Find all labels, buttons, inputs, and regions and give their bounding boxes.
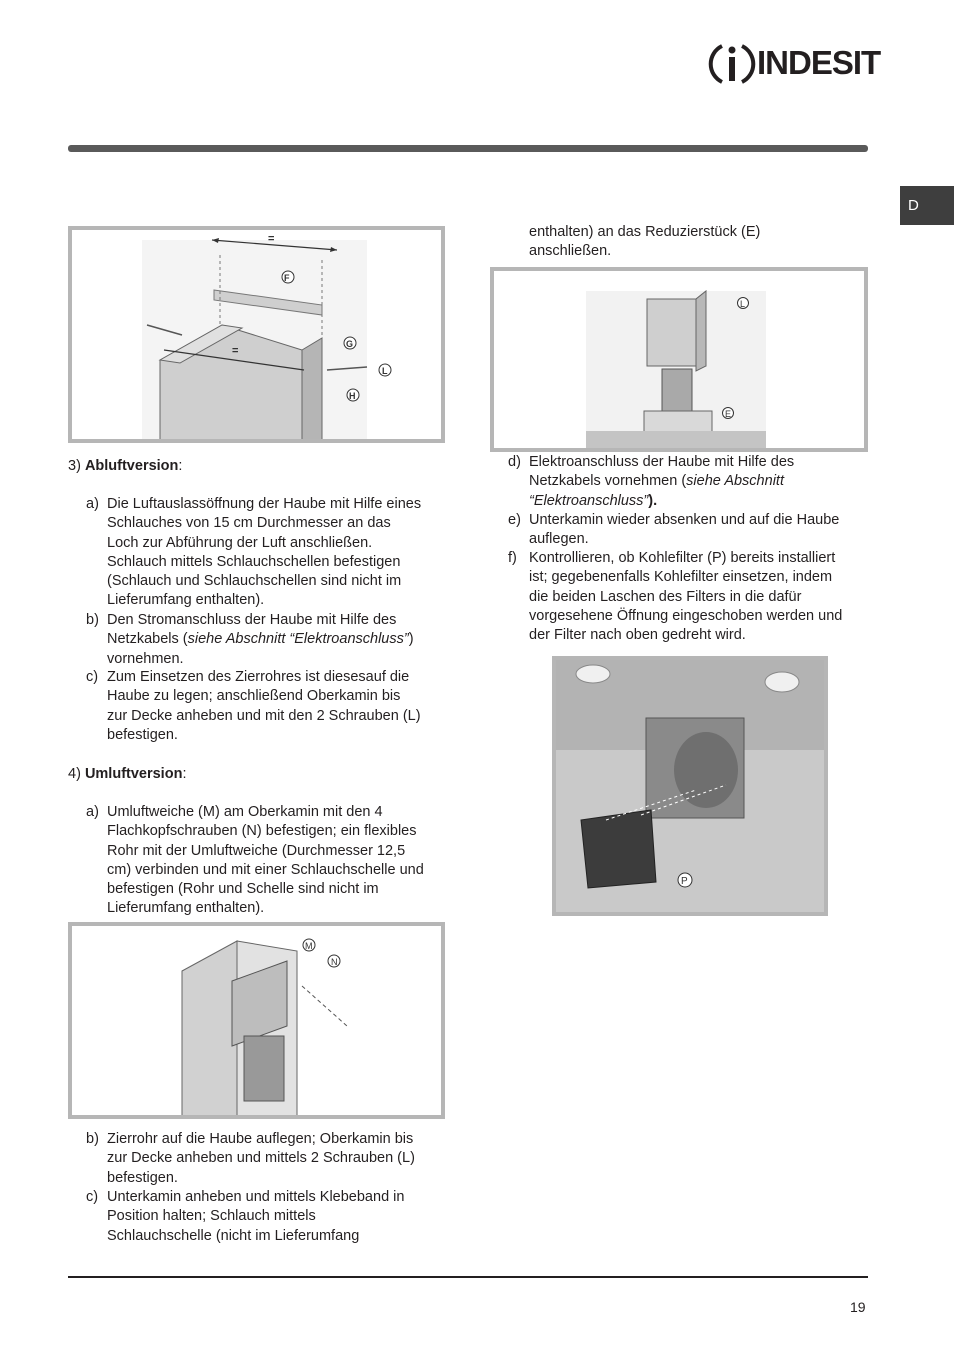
continuation-line: enthalten) an das Reduzierstück (E): [529, 224, 761, 240]
fig2-label-e: E: [725, 409, 732, 419]
continuation-line: anschließen.: [529, 243, 612, 260]
section-3-title: Abluftversion: [84, 458, 179, 474]
s3-item-b-label: b): [86, 612, 99, 628]
s4-item-b: [86, 1130, 456, 1190]
footer-rule: [68, 1276, 868, 1278]
section-4-heading: [68, 765, 186, 784]
s4-item-b-line: befestigen.: [107, 1169, 178, 1186]
fig4-label-p: P: [681, 876, 688, 887]
s4-item-a-line: Flachkopfschrauben (N) befestigen; ein flexibles: [107, 823, 417, 840]
s4-item-c-line: Position halten; Schlauch mittels: [107, 1208, 316, 1225]
item-f: [508, 549, 878, 649]
fig3-label-m: M: [305, 941, 313, 951]
brand-wordmark: INDESIT: [757, 44, 881, 81]
s3-item-b: [86, 611, 456, 671]
fig1-equal-mid: =: [232, 345, 239, 357]
figure-recirculation-deflector: [68, 922, 445, 1119]
s3-item-c: [86, 668, 456, 748]
s3-item-c-line: zur Decke anheben und mit den 2 Schrauben (L): [107, 707, 421, 724]
figure-carbon-filter: [552, 656, 828, 916]
s4-item-a-line: Lieferumfang enthalten).: [107, 900, 265, 917]
fig2-label-l: L: [740, 299, 746, 309]
s4-item-c: [86, 1188, 456, 1248]
item-f-line: Kontrollieren, ob Kohlefilter (P) bereits installiert: [529, 550, 836, 566]
item-d-line2-ital: siehe Abschnitt: [686, 473, 784, 490]
section-3-colon: :: [178, 458, 183, 474]
item-d-line2-pre: Netzkabels vornehmen (: [529, 473, 687, 490]
fig1-label-l: L: [382, 366, 388, 376]
fig1-label-h: H: [349, 391, 356, 401]
item-d-label: d): [508, 454, 521, 470]
indesit-i-mark-icon: [708, 38, 756, 88]
fig1-equal-top: =: [268, 233, 275, 245]
s3-item-b-line2: [107, 630, 414, 649]
s3-item-c-line: Zum Einsetzen des Zierrohres ist diesesauf die: [107, 669, 410, 685]
s4-item-a: [86, 803, 456, 923]
s3-item-c-line: Haube zu legen; anschließend Oberkamin bis: [107, 688, 401, 705]
figure-exhaust-mounting: [68, 226, 445, 443]
s4-item-b-label: b): [86, 1131, 99, 1147]
s4-item-c-line: Schlauchschelle (nicht im Lieferumfang: [107, 1227, 360, 1244]
s4-item-a-line: befestigen (Rohr und Schelle sind nicht im: [107, 881, 379, 898]
s4-item-a-line: Rohr mit der Umluftweiche (Durchmesser 12,5: [107, 842, 406, 859]
s4-item-b-line: zur Decke anheben und mittels 2 Schrauben (L): [107, 1150, 415, 1167]
header-rule: [68, 145, 868, 152]
s3-item-a-line: Loch zur Abführung der Luft anschließen.: [107, 534, 373, 551]
s3-item-b-line1: Den Stromanschluss der Haube mit Hilfe des: [107, 612, 397, 628]
s4-item-c-line: Unterkamin anheben und mittels Klebeband in: [107, 1189, 405, 1205]
s3-item-a-line: Die Luftauslassöffnung der Haube mit Hilfe eines: [107, 496, 422, 512]
s3-item-c-label: c): [86, 669, 99, 685]
item-e: [508, 511, 868, 551]
s3-item-b-line2-pre: Netzkabels (: [107, 631, 188, 648]
continuation-text: [508, 223, 868, 263]
item-f-line: der Filter nach oben gedreht wird.: [529, 627, 746, 644]
section-4-number: 4): [68, 766, 81, 782]
item-d: [508, 453, 868, 513]
s4-item-a-label: a): [86, 804, 99, 820]
item-d-line3-ital: “Elektroanschluss”: [529, 492, 649, 509]
item-d-line3: [529, 492, 794, 511]
s3-item-a: [86, 495, 456, 615]
item-d-line3-post: ).: [648, 492, 658, 509]
s3-item-a-line: Schlauch mittels Schlauchschellen befestigen: [107, 553, 401, 570]
page-number: 19: [850, 1299, 866, 1315]
item-f-label: f): [508, 550, 517, 566]
section-4-title: Umluftversion: [84, 766, 183, 782]
s3-item-a-line: (Schlauch und Schlauchschellen sind nicht im: [107, 573, 402, 590]
item-e-label: e): [508, 512, 521, 528]
item-f-line: vorgesehene Öffnung eingeschoben werden und: [529, 607, 843, 624]
item-e-line: Unterkamin wieder absenken und auf die Haube: [529, 512, 840, 528]
fig1-label-f: F: [284, 273, 290, 283]
s4-item-a-line: Umluftweiche (M) am Oberkamin mit den 4: [107, 804, 383, 820]
s3-item-b-line2-post: ): [408, 631, 414, 648]
fig1-label-g: G: [346, 339, 354, 349]
s3-item-b-line3: vornehmen.: [107, 650, 184, 667]
s3-item-a-line: Schlauches von 15 cm Durchmesser an das: [107, 515, 391, 532]
item-d-line2: [529, 472, 794, 491]
item-f-line: die beiden Laschen des Filters in die dafür: [529, 588, 802, 605]
s3-item-c-line: befestigen.: [107, 726, 178, 743]
section-3-number: 3): [68, 458, 81, 474]
s4-item-c-label: c): [86, 1189, 99, 1205]
s3-item-a-line: Lieferumfang enthalten).: [107, 592, 265, 609]
s4-item-b-line: Zierrohr auf die Haube auflegen; Oberkamin bis: [107, 1131, 414, 1147]
language-tab: D: [900, 186, 954, 225]
s4-item-a-line: cm) verbinden und mit einer Schlauchschelle und: [107, 861, 424, 878]
section-4-colon: :: [182, 766, 187, 782]
s3-item-a-label: a): [86, 496, 99, 512]
item-f-line: ist; gegebenenfalls Kohlefilter einsetzen, indem: [529, 569, 833, 586]
section-3-heading: [68, 457, 182, 476]
item-d-line1: Elektroanschluss der Haube mit Hilfe des: [529, 454, 795, 470]
s3-item-b-line2-ital: siehe Abschnitt “Elektroanschluss”: [187, 631, 409, 648]
fig3-label-n: N: [331, 957, 338, 967]
figure-reducer-connection: [490, 267, 868, 452]
item-e-line: auflegen.: [529, 531, 589, 548]
